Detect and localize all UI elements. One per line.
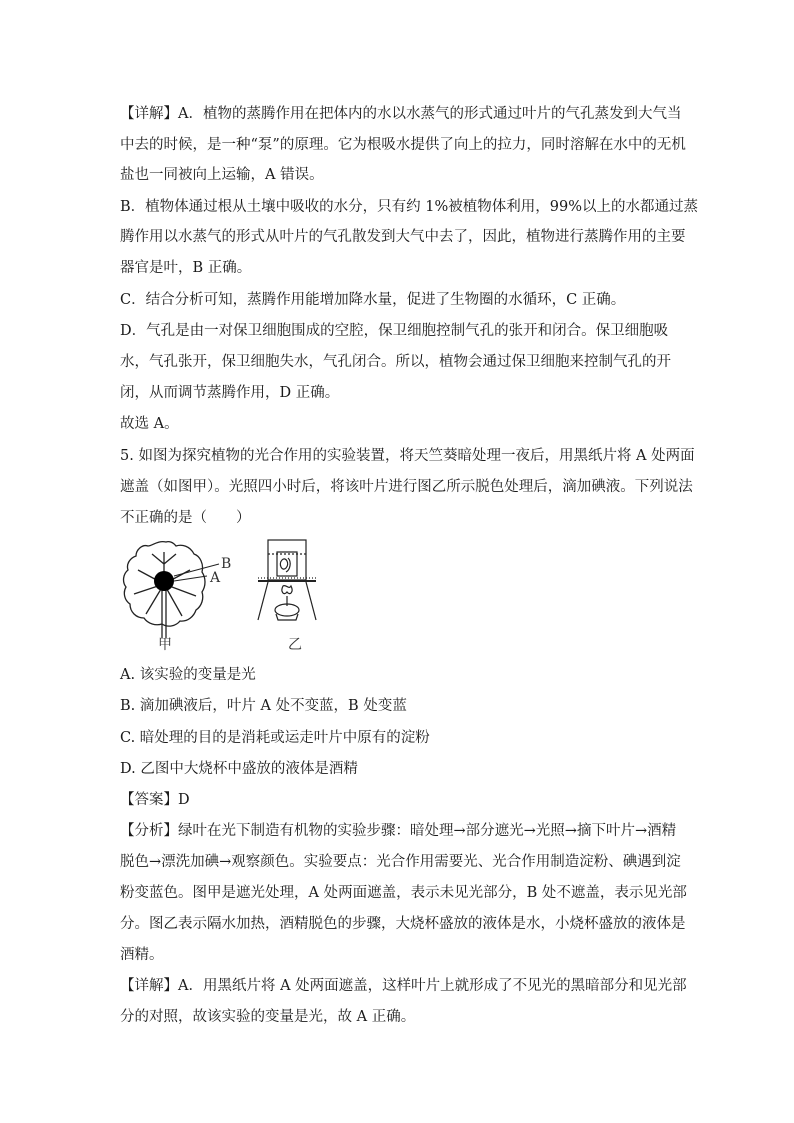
text-line: 酒精。 bbox=[120, 947, 164, 963]
text-line: 【答案】D bbox=[120, 792, 190, 808]
text-line: 粉变蓝色。图甲是遮光处理，A 处两面遮盖，表示未见光部分，B 处不遮盖，表示见光部 bbox=[120, 885, 687, 901]
text-line: 腾作用以水蒸气的形式从叶片的气孔散发到大气中去了，因此，植物进行蒸腾作用的主要 bbox=[120, 229, 686, 245]
text-line: D．气孔是由一对保卫细胞围成的空腔，保卫细胞控制气孔的张开和闭合。保卫细胞吸 bbox=[120, 323, 669, 339]
experiment-figure bbox=[118, 534, 318, 654]
text-line: 【详解】A．植物的蒸腾作用在把体内的水以水蒸气的形式通过叶片的气孔蒸发到大气当 bbox=[120, 106, 682, 122]
text-line: D. 乙图中大烧杯中盛放的液体是酒精 bbox=[120, 761, 358, 777]
pointer-line-a bbox=[174, 576, 207, 581]
text-line: 盐也一同被向上运输，A 错误。 bbox=[120, 167, 324, 183]
label-b: B bbox=[221, 556, 232, 572]
caption-left: 甲 bbox=[158, 637, 172, 653]
text-line: 中去的时候，是一种“泵”的原理。它为根吸水提供了向上的拉力，同时溶解在水中的无机 bbox=[120, 137, 686, 153]
text-line: 【分析】绿叶在光下制造有机物的实验步骤：暗处理→部分遮光→光照→摘下叶片→酒精 bbox=[120, 823, 677, 839]
heating-apparatus-drawing bbox=[258, 540, 316, 620]
text-line: 【详解】A．用黑纸片将 A 处两面遮盖，这样叶片上就形成了不见光的黑暗部分和见光部 bbox=[120, 978, 687, 994]
text-line: 水，气孔张开，保卫细胞失水，气孔闭合。所以，植物会通过保卫细胞来控制气孔的开 bbox=[120, 354, 671, 370]
text-line: 分。图乙表示隔水加热，酒精脱色的步骤，大烧杯盛放的液体是水，小烧杯盛放的液体是 bbox=[120, 916, 686, 932]
text-line: 分的对照，故该实验的变量是光，故 A 正确。 bbox=[120, 1009, 416, 1025]
text-line: C．结合分析可知，蒸腾作用能增加降水量，促进了生物圈的水循环，C 正确。 bbox=[120, 292, 626, 308]
text-line: 器官是叶，B 正确。 bbox=[120, 260, 252, 276]
text-line: C. 暗处理的目的是消耗或运走叶片中原有的淀粉 bbox=[120, 730, 430, 746]
text-line: B. 滴加碘液后，叶片 A 处不变蓝，B 处变蓝 bbox=[120, 698, 407, 714]
text-line: 5. 如图为探究植物的光合作用的实验装置，将天竺葵暗处理一夜后，用黑纸片将 A 处两面 bbox=[120, 448, 695, 464]
text-line: 脱色→漂洗加碘→观察颜色。实验要点：光合作用需要光、光合作用制造淀粉、碘遇到淀 bbox=[120, 854, 681, 870]
black-paper-mark bbox=[154, 571, 174, 591]
label-a: A bbox=[210, 570, 221, 586]
text-line: B．植物体通过根从土壤中吸收的水分，只有约 1%被植物体利用，99%以上的水都通过蒸 bbox=[120, 199, 698, 215]
text-line: 故选 A。 bbox=[120, 416, 179, 432]
text-line: A. 该实验的变量是光 bbox=[120, 667, 256, 683]
text-line: 闭，从而调节蒸腾作用，D 正确。 bbox=[120, 385, 340, 401]
text-line: 不正确的是（ ） bbox=[120, 510, 251, 526]
caption-right: 乙 bbox=[288, 637, 302, 653]
text-line: 遮盖（如图甲）。光照四小时后，将该叶片进行图乙所示脱色处理后，滴加碘液。下列说法 bbox=[120, 479, 693, 495]
